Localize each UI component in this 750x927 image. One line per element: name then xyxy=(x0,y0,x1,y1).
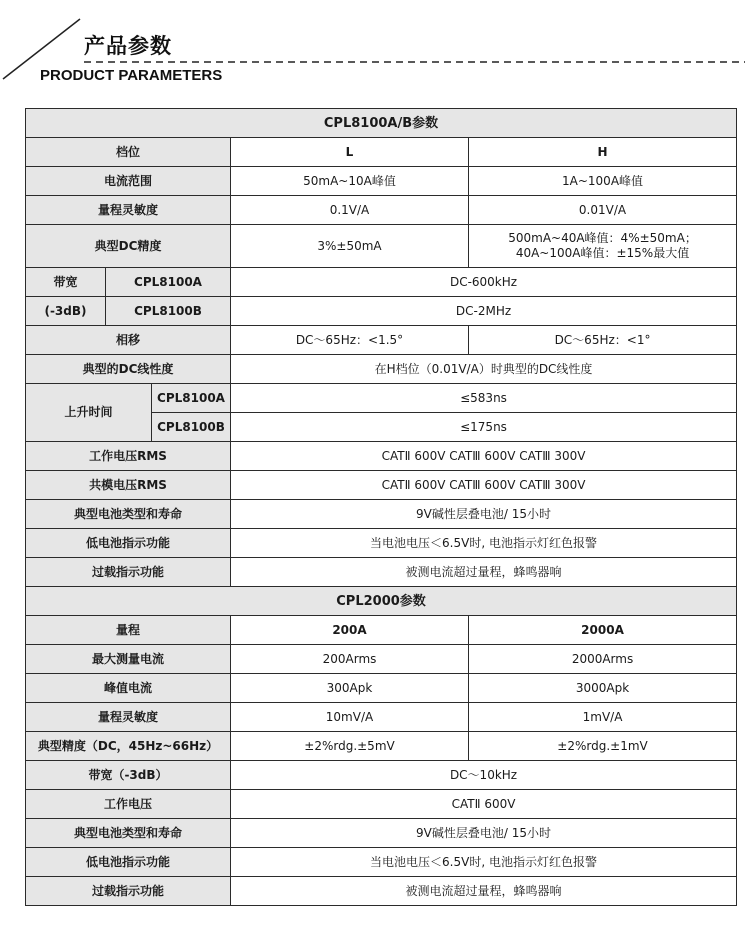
cell-value: CATⅡ 600V CATⅢ 600V CATⅢ 300V xyxy=(231,471,737,500)
table-row xyxy=(26,761,737,790)
cell-value: 9V碱性层叠电池/ 15小时 xyxy=(231,819,737,848)
row-label: 相移 xyxy=(26,326,231,355)
cell-value: 当电池电压＜6.5V时, 电池指示灯红色报警 xyxy=(231,848,737,877)
cell-value: 2000Arms xyxy=(469,645,737,674)
table-row xyxy=(26,268,737,297)
table-row xyxy=(26,645,737,674)
table-row xyxy=(26,138,737,167)
table-row xyxy=(26,442,737,471)
cell-value: 在H档位（0.01V/A）时典型的DC线性度 xyxy=(231,355,737,384)
row-label: 电流范围 xyxy=(26,167,231,196)
cell-value: 被测电流超过量程，蜂鸣器响 xyxy=(231,877,737,906)
cell-value: 1A~100A峰值 xyxy=(469,167,737,196)
cell-value: DC～65Hz：<1° xyxy=(469,326,737,355)
range-2000a: 2000A xyxy=(469,616,737,645)
row-label: 最大测量电流 xyxy=(26,645,231,674)
page-subtitle: PRODUCT PARAMETERS xyxy=(40,67,223,84)
cell-value: CATⅡ 600V xyxy=(231,790,737,819)
cell-value: DC～65Hz：<1.5° xyxy=(231,326,469,355)
table-row xyxy=(26,225,737,268)
row-label: 量程灵敏度 xyxy=(26,196,231,225)
cell-value: 当电池电压＜6.5V时, 电池指示灯红色报警 xyxy=(231,529,737,558)
row-label: 带宽（-3dB） xyxy=(26,761,231,790)
row-label: 典型电池类型和寿命 xyxy=(26,500,231,529)
cell-value: DC～10kHz xyxy=(231,761,737,790)
cell-value: ≤583ns xyxy=(231,384,737,413)
row-label: 工作电压 xyxy=(26,790,231,819)
section-header xyxy=(0,0,750,100)
cell-line: 500mA~40A峰值：4%±50mA； xyxy=(508,231,697,245)
cell-value: 0.1V/A xyxy=(231,196,469,225)
row-label: 典型精度（DC，45Hz~66Hz） xyxy=(26,732,231,761)
model-label: CPL8100B xyxy=(106,297,231,326)
table-row xyxy=(26,471,737,500)
row-label: 低电池指示功能 xyxy=(26,848,231,877)
cell-value xyxy=(469,225,737,268)
cell-value: 9V碱性层叠电池/ 15小时 xyxy=(231,500,737,529)
cell-value: 3%±50mA xyxy=(231,225,469,268)
row-label: 过载指示功能 xyxy=(26,558,231,587)
table-row xyxy=(26,790,737,819)
row-label: 带宽 xyxy=(26,268,106,297)
row-label: 典型DC精度 xyxy=(26,225,231,268)
table-row xyxy=(26,196,737,225)
row-label: 工作电压RMS xyxy=(26,442,231,471)
cell-value: 0.01V/A xyxy=(469,196,737,225)
row-label: 过载指示功能 xyxy=(26,877,231,906)
table-row xyxy=(26,558,737,587)
cell-value: 被测电流超过量程，蜂鸣器响 xyxy=(231,558,737,587)
row-label: 量程 xyxy=(26,616,231,645)
row-label: 档位 xyxy=(26,138,231,167)
range-200a: 200A xyxy=(231,616,469,645)
table-row xyxy=(26,848,737,877)
row-label: 上升时间 xyxy=(26,384,152,442)
table-row xyxy=(26,674,737,703)
table-row xyxy=(26,587,737,616)
row-label: 量程灵敏度 xyxy=(26,703,231,732)
cpl2000-section-title: CPL2000参数 xyxy=(26,587,737,616)
table-row xyxy=(26,819,737,848)
parameters-table xyxy=(25,108,737,906)
model-label: CPL8100A xyxy=(106,268,231,297)
row-label: 典型电池类型和寿命 xyxy=(26,819,231,848)
row-label: (-3dB) xyxy=(26,297,106,326)
row-label: 峰值电流 xyxy=(26,674,231,703)
table-row xyxy=(26,109,737,138)
table-row xyxy=(26,877,737,906)
row-label: 低电池指示功能 xyxy=(26,529,231,558)
table-row xyxy=(26,616,737,645)
table-row xyxy=(26,355,737,384)
table-row xyxy=(26,500,737,529)
table-row xyxy=(26,529,737,558)
table-row xyxy=(26,732,737,761)
cell-value: 50mA~10A峰值 xyxy=(231,167,469,196)
cell-value: ≤175ns xyxy=(231,413,737,442)
cell-value: 300Apk xyxy=(231,674,469,703)
cell-line: 40A~100A峰值：±15%最大值 xyxy=(515,246,690,260)
row-label: 共模电压RMS xyxy=(26,471,231,500)
table-row xyxy=(26,167,737,196)
range-l: L xyxy=(231,138,469,167)
model-label: CPL8100A xyxy=(152,384,231,413)
table-row xyxy=(26,703,737,732)
cell-value: ±2%rdg.±1mV xyxy=(469,732,737,761)
cell-value: DC-600kHz xyxy=(231,268,737,297)
cell-value: ±2%rdg.±5mV xyxy=(231,732,469,761)
cell-value: 200Arms xyxy=(231,645,469,674)
table-row xyxy=(26,326,737,355)
cell-value: DC-2MHz xyxy=(231,297,737,326)
cpl8100-section-title: CPL8100A/B参数 xyxy=(26,109,737,138)
table-row xyxy=(26,384,737,413)
cell-value: 3000Apk xyxy=(469,674,737,703)
row-label: 典型的DC线性度 xyxy=(26,355,231,384)
page-title: 产品参数 xyxy=(84,34,172,58)
range-h: H xyxy=(469,138,737,167)
cell-value: 10mV/A xyxy=(231,703,469,732)
model-label: CPL8100B xyxy=(152,413,231,442)
cell-value: 1mV/A xyxy=(469,703,737,732)
cell-value: CATⅡ 600V CATⅢ 600V CATⅢ 300V xyxy=(231,442,737,471)
table-row xyxy=(26,297,737,326)
